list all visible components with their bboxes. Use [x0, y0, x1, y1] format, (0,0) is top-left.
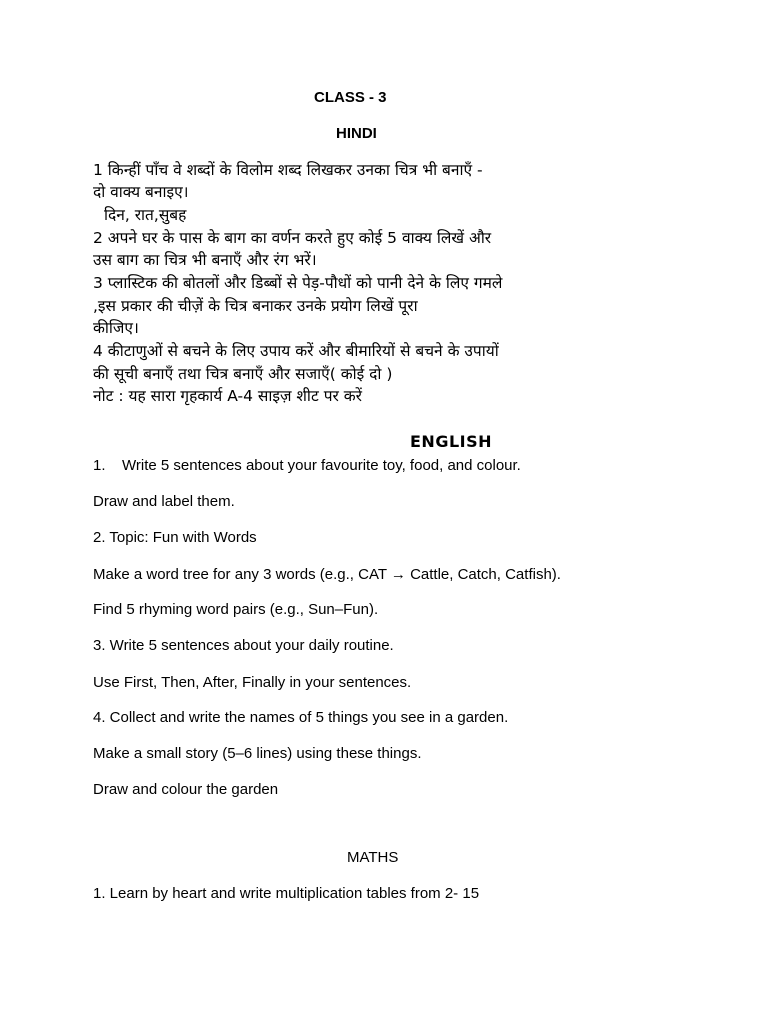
hindi-heading: HINDI — [336, 125, 377, 142]
hindi-line: की सूची बनाएँ तथा चित्र बनाएँ और सजाएँ( कोई दो ) — [93, 365, 393, 383]
english-line: 2. Topic: Fun with Words — [93, 529, 257, 546]
hindi-line: उस बाग का चित्र भी बनाएँ और रंग भरें। — [93, 251, 317, 269]
hindi-line: ,इस प्रकार की चीज़ें के चित्र बनाकर उनके प्रयोग लिखें पूरा — [93, 297, 418, 315]
english-line: Make a small story (5–6 lines) using these things. — [93, 745, 422, 762]
english-item-number: 1. — [93, 457, 106, 474]
english-line: 4. Collect and write the names of 5 things you see in a garden. — [93, 709, 509, 726]
english-line: 3. Write 5 sentences about your daily routine. — [93, 637, 394, 654]
hindi-line: दो वाक्य बनाइए। — [93, 183, 189, 201]
english-heading: ENGLISH — [410, 432, 493, 451]
hindi-note: नोट : यह सारा गृहकार्य A-4 साइज़ शीट पर करें — [93, 387, 363, 405]
english-line: Draw and colour the garden — [93, 781, 279, 798]
hindi-line: 2 अपने घर के पास के बाग का वर्णन करते हुए कोई 5 वाक्य लिखें और — [93, 229, 492, 247]
hindi-line: कीजिए। — [93, 319, 139, 337]
hindi-line: 3 प्लास्टिक की बोतलों और डिब्बों से पेड़-पौधों को पानी देने के लिए गमले — [93, 274, 503, 292]
class-title: CLASS - 3 — [314, 89, 387, 106]
english-line: Make a word tree for any 3 words (e.g., CAT → Cattle, Catch, Catfish). — [93, 566, 561, 583]
hindi-line: 4 कीटाणुओं से बचने के लिए उपाय करें और बीमारियों से बचने के उपायों — [93, 342, 499, 360]
english-line: Write 5 sentences about your favourite toy, food, and colour. — [122, 457, 521, 474]
english-line: Find 5 rhyming word pairs (e.g., Sun–Fun). — [93, 601, 379, 618]
hindi-line: दिन, रात,सुबह — [104, 206, 187, 224]
maths-heading: MATHS — [347, 849, 399, 866]
english-line: Use First, Then, After, Finally in your sentences. — [93, 674, 412, 691]
hindi-line: 1 किन्हीं पाँच वे शब्दों के विलोम शब्द लिखकर उनका चित्र भी बनाएँ - — [93, 161, 483, 179]
maths-line: 1. Learn by heart and write multiplication tables from 2- 15 — [93, 885, 480, 902]
english-line: Draw and label them. — [93, 493, 235, 510]
